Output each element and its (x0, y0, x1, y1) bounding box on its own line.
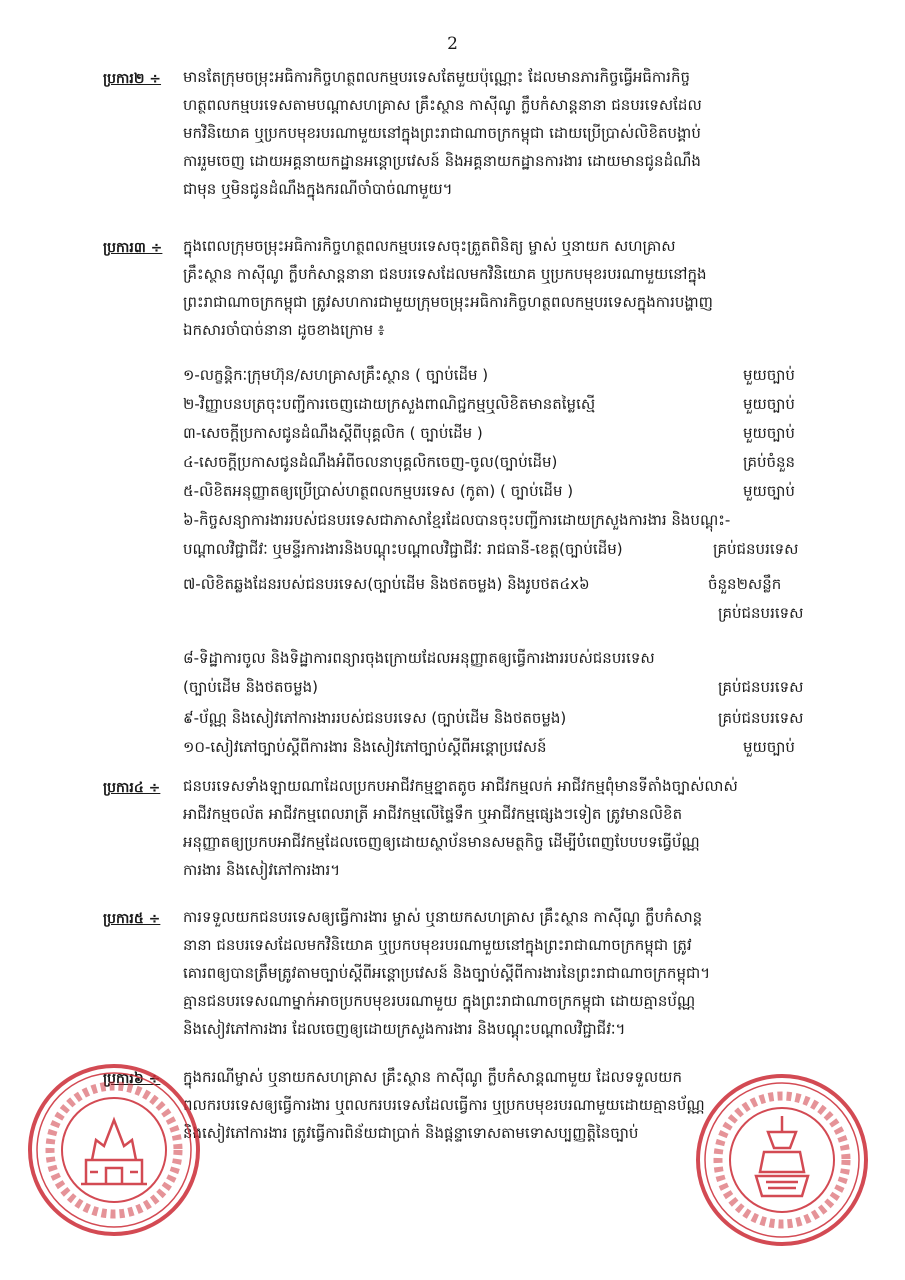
article-6-text: ក្នុងករណីម្ចាស់ ឬនាយកសហគ្រាស គ្រឹះស្ថាន កាស៊ីណូ ក្លឹបកំសាន្តណាមួយ ដែលទទួលយក ពលករបរទេសឲ្យធ្វើការងារ ឬពលករបរទេសដែលធ្វើការ ឬប្រកបមុខរបរណាមួយដោយគ្មានប័ណ្ណ និងសៀវភៅការងារ ត្រូវធ្វើការពិន័យជាប្រាក់ និងផ្តន្ទាទោសតាមទោសប្បញ្ញត្តិនៃច្បាប់ (183, 1068, 705, 1142)
list-item-text: បណ្តាលវិជ្ជាជីវៈ ឬមន្ទីរការងារនិងបណ្តុះបណ្តាលវិជ្ជាជីវៈ រាជធានី-ខេត្ត(ច្បាប់ដើម) (183, 540, 623, 558)
list-item-quantity: មួយច្បាប់ (743, 424, 795, 442)
list-item (183, 644, 813, 672)
list-item-text: (ច្បាប់ដើម និងថតចម្លង) (183, 678, 318, 696)
list-item-quantity: គ្រប់ជនបរទេស (718, 709, 804, 727)
list-item (183, 733, 813, 761)
list-item-quantity: គ្រប់ចំនួន (743, 453, 796, 471)
list-item (183, 419, 813, 447)
list-item (183, 704, 813, 732)
list-item-text: ១០-សៀវភៅច្បាប់ស្តីពីការងារ និងសៀវភៅច្បាប់ស្តីពីអន្តោប្រវេសន៍ (183, 738, 547, 756)
list-item (183, 390, 813, 418)
list-item-quantity: មួយច្បាប់ (743, 366, 795, 384)
list-item (183, 506, 813, 534)
list-item (183, 448, 813, 476)
list-item-text: ៥-លិខិតអនុញ្ញាតឲ្យប្រើប្រាស់ហត្ថពលកម្មបរទេស (កូតា) ( ច្បាប់ដើម ) (183, 482, 574, 500)
article-3-text: ក្នុងពេលក្រុមចម្រុះអធិការកិច្ចហត្ថពលកម្មបរទេសចុះត្រួតពិនិត្យ ម្ចាស់ ឬនាយក សហគ្រាស គ្រឹះស្ថាន កាស៊ីណូ ក្លឹបកំសាន្តនានា ជនបរទេសដែលមកវិនិយោគ ឬប្រកបមុខរបរណាមួយនៅក្នុង ព្រះរាជាណាចក្រកម្ពុជា ត្រូវសហការជាមួយក្រុមចម្រុះអធិការកិច្ចហត្ថពលកម្មបរទេសក្នុងការបង្ហាញ ឯកសារចាំបាច់នានា ដូចខាងក្រោម ៖ (183, 237, 713, 339)
article-2-label: ប្រការ២ ÷ (103, 71, 162, 87)
article-4-label: ប្រការ៤ ÷ (103, 780, 161, 796)
article-4-text: ជនបរទេសទាំងឡាយណាដែលប្រកបអាជីវកម្មខ្នាតតូច អាជីវកម្មលក់ អាជីវកម្មពុំមានទីតាំងច្បាស់លាស់ អាជីវកម្មចល័ត អាជីវកម្មពេលរាត្រី អាជីវកម្មលើផ្ទៃទឹក ឬអាជីវកម្មផ្សេងៗទៀត ត្រូវមានលិខិត អនុញ្ញាតឲ្យប្រកបអាជីវកម្មដែលចេញឲ្យដោយស្ថាប័នមានសមត្ថកិច្ច ដើម្បីបំពេញបែបបទធ្វើប័ណ្ណ ការងារ និងសៀវភៅការងារ។ (183, 777, 738, 879)
list-item-text: ៤-សេចក្តីប្រកាសជូនដំណឹងអំពីចលនាបុគ្គលិកចេញ-ចូល(ច្បាប់ដើម) (183, 453, 558, 471)
list-item-text: ៨-ទិដ្ឋាការចូល និងទិដ្ឋាការពន្យារចុងក្រោយដែលអនុញ្ញាតឲ្យធ្វើការងាររបស់ជនបរទេស (183, 649, 655, 667)
list-item-text: ៣-សេចក្តីប្រកាសជូនដំណឹងស្តីពីបុគ្គលិក ( ច្បាប់ដើម ) (183, 424, 483, 442)
list-item (183, 361, 813, 389)
list-item-text: ២-វិញ្ញាបនបត្រចុះបញ្ជីការចេញដោយក្រសួងពាណិជ្ជកម្មឬលិខិតមានតម្លៃស្មើ (183, 395, 596, 413)
article-5-label: ប្រការ៥ ÷ (103, 911, 161, 927)
list-item (183, 477, 813, 505)
article-6-label: ប្រការ៦ ÷ (103, 1071, 161, 1087)
list-item-text: ៧-លិខិតឆ្លងដែនរបស់ជនបរទេស(ច្បាប់ដើម និងថតចម្លង) និងរូបថត៤x៦ (183, 575, 590, 593)
list-item-quantity: គ្រប់ជនបរទេស (713, 540, 799, 558)
list-item-text: ១-លក្ខន្តិកៈក្រុមហ៊ុន/សហគ្រាសគ្រឹះស្ថាន ( ច្បាប់ដើម ) (183, 366, 489, 384)
list-item-quantity: ចំនួន២សន្លឹក (708, 575, 782, 593)
article-3-label: ប្រការ៣ ÷ (103, 240, 163, 256)
article-5-text: ការទទួលយកជនបរទេសឲ្យធ្វើការងារ ម្ចាស់ ឬនាយកសហគ្រាស គ្រឹះស្ថាន កាស៊ីណូ ក្លឹបកំសាន្ត នានា ជនបរទេសដែលមកវិនិយោគ ឬប្រកបមុខរបរណាមួយនៅក្នុងព្រះរាជាណាចក្រកម្ពុជា ត្រូវ គោរពឲ្យបានត្រឹមត្រូវតាមច្បាប់ស្តីពីអន្តោប្រវេសន៍ និងច្បាប់ស្តីពីការងារនៃព្រះរាជាណាចក្រកម្ពុជា។ គ្មានជនបរទេសណាម្នាក់អាចប្រកបមុខរបរណាមួយ ក្នុងព្រះរាជាណាចក្រកម្ពុជា ដោយគ្មានប័ណ្ណ និងសៀវភៅការងារ ដែលចេញឲ្យដោយក្រសួងការងារ និងបណ្តុះបណ្តាលវិជ្ជាជីវៈ។ (183, 908, 711, 1038)
list-item-text: ៦-កិច្ចសន្យាការងាររបស់ជនបរទេសជាភាសាខ្មែរដែលបានចុះបញ្ជីការដោយក្រសួងការងារ និងបណ្តុះ- (183, 511, 731, 529)
list-item (183, 673, 813, 701)
official-seal-right (694, 1072, 870, 1248)
official-seal-left (26, 1062, 202, 1238)
list-item-quantity: មួយច្បាប់ (743, 738, 795, 756)
list-item (183, 535, 813, 563)
list-item (183, 570, 813, 598)
page-number: 2 (447, 34, 458, 54)
article-2-text: មានតែក្រុមចម្រុះអធិការកិច្ចហត្ថពលកម្មបរទេសតែមួយប៉ុណ្ណោះ ដែលមានភារកិច្ចធ្វើអធិការកិច្ច ហត្ថពលកម្មបរទេសតាមបណ្តាសហគ្រាស គ្រឹះស្ថាន កាស៊ីណូ ក្លឹបកំសាន្តនានា ជនបរទេសដែល មកវិនិយោគ ឬប្រកបមុខរបរណាមួយនៅក្នុងព្រះរាជាណាចក្រកម្ពុជា ដោយប្រើប្រាស់លិខិតបង្គាប់ ការរួមចេញ ដោយអគ្គនាយកដ្ឋានអន្តោប្រវេសន៍ និងអគ្គនាយកដ្ឋានការងារ ដោយមានជូនដំណឹង ជាមុន ឬមិនជូនដំណឹងក្នុងករណីចាំបាច់ណាមួយ។ (183, 68, 702, 198)
list-item-quantity: មួយច្បាប់ (743, 482, 795, 500)
list-item-quantity: គ្រប់ជនបរទេស (718, 678, 804, 696)
list-item-quantity: មួយច្បាប់ (743, 395, 795, 413)
list-item-text: ៩-ប័ណ្ណ និងសៀវភៅការងាររបស់ជនបរទេស (ច្បាប់ដើម និងថតចម្លង) (183, 709, 567, 727)
list-item (183, 599, 813, 627)
list-item-quantity: គ្រប់ជនបរទេស (718, 604, 804, 622)
